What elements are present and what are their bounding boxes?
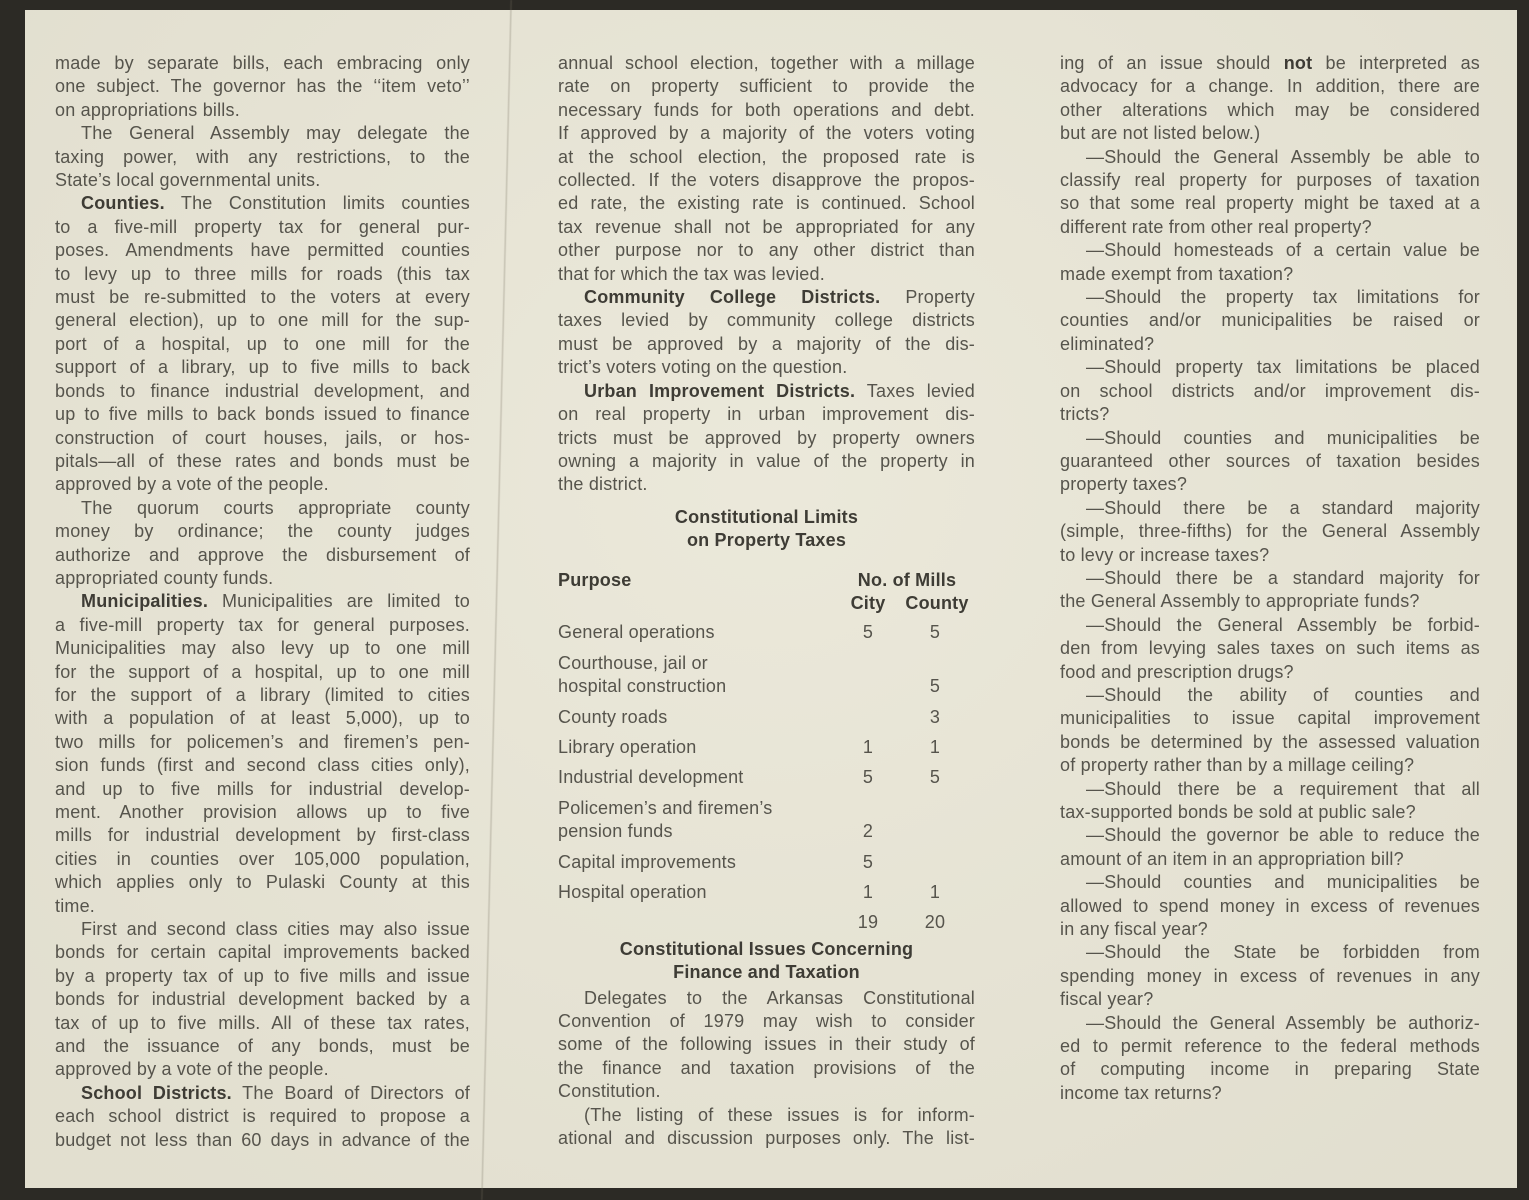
purpose-line: pension funds: [558, 821, 673, 842]
purpose-cell: [558, 706, 828, 729]
purpose-line: General operations: [558, 622, 715, 643]
table-row: [558, 621, 975, 644]
text-line: of property rather than by a millage ceiling?: [1060, 755, 1415, 776]
text-line: general election), up to one mill for the sup-: [55, 310, 470, 331]
purpose-cell: [558, 881, 828, 904]
text-line: ed rate, the existing rate is continued. School: [558, 193, 975, 214]
text-line: with a population of at least 5,000), up to: [55, 708, 470, 729]
text-line: one subject. The governor has the ‘‘item veto’’: [55, 76, 470, 97]
text-line: poses. Amendments have permitted counties: [55, 240, 470, 261]
table-row: [558, 766, 975, 789]
paragraph: [55, 1082, 470, 1152]
text-line: annual school election, together with a millage: [558, 53, 975, 73]
city-mills-total: 19: [857, 912, 879, 933]
paragraph: [1060, 1012, 1480, 1106]
county-mills-value: 5: [929, 622, 941, 643]
paragraph: [558, 1104, 975, 1151]
column-center: [558, 52, 975, 1150]
text-line: pitals—all of these rates and bonds must be: [55, 450, 470, 471]
text-line: —Should the General Assembly be forbid-: [1086, 614, 1480, 635]
text-line: tricts must be approved by property owners: [558, 427, 975, 448]
text-line: Convention of 1979 may wish to consider: [558, 1010, 975, 1031]
paragraph: [1060, 567, 1480, 614]
text-line: a five-mill property tax for general purposes.: [55, 614, 470, 635]
text-line: of computing income in preparing State: [1060, 1059, 1480, 1080]
text-line: —Should there be a standard majority for: [1086, 567, 1480, 588]
county-mills-value: 1: [929, 736, 941, 757]
text-line: bonds be determined by the assessed valuation: [1060, 731, 1480, 752]
column-left: [55, 52, 470, 1152]
text-line: money by ordinance; the county judges: [55, 521, 470, 542]
text-line: two mills for policemen’s and firemen’s pen-: [55, 731, 470, 752]
text-line: owning a majority in value of the property in: [558, 450, 975, 471]
text-line: municipalities to issue capital improvement: [1060, 708, 1480, 729]
text-line: approved by a vote of the people.: [55, 474, 329, 495]
text-line: —Should counties and municipalities be: [1086, 427, 1480, 448]
text-line: food and prescription drugs?: [1060, 661, 1294, 682]
text-line: Delegates to the Arkansas Constitutional: [584, 987, 975, 1008]
paragraph: [55, 918, 470, 1082]
purpose-line: Library operation: [558, 736, 697, 757]
paragraph: [55, 590, 470, 918]
text-line: mills for industrial development by first-class: [55, 825, 470, 846]
city-mills-value: 5: [862, 851, 874, 872]
table-subheader-row: [558, 592, 975, 615]
paragraph: [55, 192, 470, 496]
paragraph: [55, 497, 470, 591]
county-mills-total: 20: [924, 912, 946, 933]
heading-line: on Property Taxes: [686, 530, 847, 551]
text-line: ment. Another provision allows up to five: [55, 802, 470, 822]
paragraph: [1060, 356, 1480, 426]
purpose-cell: [558, 652, 828, 699]
text-line: to levy or increase taxes?: [1060, 544, 1270, 565]
city-mills-value: 2: [862, 821, 874, 842]
paragraph: [1060, 614, 1480, 684]
purpose-line: Courthouse, jail or: [558, 652, 708, 673]
column-right: [1060, 52, 1480, 1105]
text-line: The General Assembly may delegate the: [81, 123, 470, 144]
text-line: in any fiscal year?: [1060, 919, 1208, 940]
text-line: If approved by a majority of the voters voting: [558, 123, 975, 144]
section-heading: [558, 938, 975, 985]
text-line: cities in counties over 105,000 population,: [55, 848, 470, 869]
table-rows: [558, 621, 975, 934]
city-column-header: City: [850, 592, 886, 613]
text-line: rate on property sufficient to provide the: [558, 76, 975, 97]
text-line: to a five-mill property tax for general pur-: [55, 216, 470, 237]
text-line: time.: [55, 895, 96, 916]
text-line: on school districts and/or improvement dis-: [1060, 380, 1480, 401]
text-line: —Should the property tax limitations for: [1086, 287, 1480, 308]
purpose-cell: [558, 621, 828, 644]
text-line: —Should there be a requirement that all: [1086, 778, 1480, 799]
paragraph: [1060, 824, 1480, 871]
county-column-header: County: [905, 592, 969, 613]
paragraph: [558, 286, 975, 380]
text-line: made by separate bills, each embracing only: [55, 53, 470, 73]
purpose-line: Industrial development: [558, 767, 744, 788]
county-mills-value: 5: [929, 767, 941, 788]
purpose-line: County roads: [558, 706, 668, 727]
text-line: eliminated?: [1060, 333, 1155, 354]
text-line: some of the following issues in their study of: [558, 1034, 975, 1055]
text-line: State’s local governmental units.: [55, 170, 321, 191]
table-totals-row: [558, 911, 975, 934]
text-line: by a property tax of up to five mills and issue: [55, 965, 470, 986]
text-line: First and second class cities may also issue: [81, 919, 470, 940]
text-line: the finance and taxation provisions of the: [558, 1057, 975, 1078]
purpose-cell: [558, 851, 828, 874]
text-line: tax revenue shall not be appropriated for any: [558, 216, 975, 237]
heading-line: Constitutional Issues Concerning: [619, 938, 914, 959]
text-line: must be re-submitted to the voters at every: [55, 287, 470, 308]
purpose-line: Capital improvements: [558, 851, 737, 872]
county-mills-value: 5: [929, 676, 941, 697]
text-line: appropriated county funds.: [55, 567, 274, 588]
heading-line: Constitutional Limits: [674, 506, 859, 527]
text-line: collected. If the voters disapprove the propos-: [558, 170, 975, 191]
text-line: Counties. The Constitution limits counties: [81, 193, 470, 214]
text-line: necessary funds for both operations and debt.: [558, 99, 975, 120]
paragraph: [1060, 427, 1480, 497]
text-line: den from levying sales taxes on such items as: [1060, 638, 1480, 659]
text-line: Municipalities may also levy up to one mill: [55, 638, 470, 659]
text-line: —Should the General Assembly be authoriz-: [1086, 1012, 1480, 1033]
city-mills-value: 1: [862, 736, 874, 757]
text-line: on real property in urban improvement dis-: [558, 404, 975, 425]
property-tax-limits-table: [558, 569, 975, 935]
paragraph: [55, 122, 470, 192]
text-line: amount of an item in an appropriation bill?: [1060, 848, 1404, 869]
text-line: approved by a vote of the people.: [55, 1059, 329, 1080]
text-line: Constitution.: [558, 1081, 661, 1102]
purpose-cell: [558, 736, 828, 759]
city-mills-value: 1: [862, 881, 874, 902]
paragraph: [1060, 684, 1480, 778]
text-line: income tax returns?: [1060, 1082, 1222, 1103]
text-line: support of a library, up to five mills to back: [55, 357, 470, 378]
text-line: —Should homesteads of a certain value be: [1086, 240, 1480, 261]
purpose-line: Policemen’s and firemen’s: [558, 797, 773, 818]
text-line: property taxes?: [1060, 474, 1188, 495]
paragraph: [1060, 941, 1480, 1011]
text-line: —Should there be a standard majority: [1086, 497, 1480, 518]
text-line: on appropriations bills.: [55, 99, 240, 120]
text-line: authorize and approve the disbursement of: [55, 544, 470, 565]
paragraph: [1060, 871, 1480, 941]
text-line: The quorum courts appropriate county: [81, 497, 470, 518]
text-line: tax of up to five mills. All of these tax rates,: [55, 1012, 470, 1033]
text-line: taxes levied by community college districts: [558, 310, 975, 331]
city-mills-value: 5: [862, 622, 874, 643]
text-line: advocacy for a change. In addition, there are: [1060, 76, 1480, 97]
text-line: at the school election, the proposed rate is: [558, 146, 975, 167]
text-line: must be approved by a majority of the dis-: [558, 333, 975, 354]
text-line: —Should the General Assembly be able to: [1086, 146, 1480, 167]
text-line: other purpose nor to any other district than: [558, 240, 975, 261]
table-row: [558, 797, 975, 844]
table-header-row: [558, 569, 975, 592]
text-line: allowed to spend money in excess of revenues: [1060, 895, 1480, 916]
text-line: trict’s voters voting on the question.: [558, 357, 848, 378]
text-line: that for which the tax was levied.: [558, 263, 825, 284]
text-line: tax-supported bonds be sold at public sale?: [1060, 802, 1416, 822]
paragraph: [1060, 778, 1480, 825]
text-line: port of a hospital, up to one mill for the: [55, 333, 470, 354]
pamphlet-page: [25, 10, 1517, 1188]
text-line: counties and/or municipalities be raised or: [1060, 310, 1480, 331]
purpose-cell: [558, 766, 828, 789]
text-line: for the support of a library (limited to cities: [55, 684, 470, 705]
text-line: the General Assembly to appropriate funds?: [1060, 591, 1420, 612]
paragraph: [1060, 239, 1480, 286]
mills-column-header: No. of Mills: [857, 569, 957, 590]
paragraph: [55, 52, 470, 122]
heading-line: Finance and Taxation: [673, 962, 860, 983]
text-line: (simple, three-fifths) for the General Assembly: [1060, 521, 1480, 542]
text-line: Municipalities. Municipalities are limited to: [81, 591, 470, 612]
text-line: (The listing of these issues is for inform-: [584, 1104, 975, 1125]
table-row: [558, 706, 975, 729]
purpose-column-header: Purpose: [558, 569, 632, 590]
paragraph: [1060, 497, 1480, 567]
text-line: other alterations which may be considered: [1060, 99, 1480, 120]
county-mills-value: 3: [929, 706, 941, 727]
text-line: which applies only to Pulaski County at this: [55, 872, 470, 893]
paragraph: [558, 52, 975, 286]
text-line: the district.: [558, 474, 648, 495]
text-line: made exempt from taxation?: [1060, 263, 1294, 284]
purpose-cell: [558, 797, 828, 844]
text-line: Community College Districts. Property: [584, 287, 975, 308]
purpose-line: Hospital operation: [558, 881, 707, 902]
text-line: tricts?: [1060, 404, 1110, 425]
text-line: to levy up to three mills for roads (this tax: [55, 263, 470, 284]
paragraph: [558, 987, 975, 1104]
text-line: —Should the governor be able to reduce the: [1086, 825, 1480, 846]
text-line: and up to five mills for industrial develop-: [55, 778, 470, 799]
text-line: bonds for industrial development backed by a: [55, 989, 470, 1010]
purpose-line: hospital construction: [558, 676, 727, 697]
table-row: [558, 736, 975, 759]
text-line: but are not listed below.): [1060, 123, 1261, 144]
paragraph: [1060, 146, 1480, 240]
text-line: classify real property for purposes of taxation: [1060, 170, 1480, 191]
text-line: spending money in excess of revenues in any: [1060, 965, 1480, 986]
table-row: [558, 652, 975, 699]
text-line: different rate from other real property?: [1060, 216, 1372, 237]
text-line: —Should counties and municipalities be: [1086, 872, 1480, 893]
paragraph: [558, 380, 975, 497]
city-mills-value: 5: [862, 767, 874, 788]
text-line: taxing power, with any restrictions, to the: [55, 146, 470, 167]
paragraph: [1060, 286, 1480, 356]
text-line: each school district is required to propose a: [55, 1106, 470, 1127]
text-line: ed to permit reference to the federal methods: [1060, 1036, 1480, 1057]
table-row: [558, 881, 975, 904]
text-line: School Districts. The Board of Directors of: [81, 1082, 470, 1103]
fold-crease-line: [480, 0, 512, 1200]
text-line: ational and discussion purposes only. The list-: [558, 1128, 975, 1149]
text-line: guaranteed other sources of taxation besides: [1060, 450, 1480, 471]
section-heading: [558, 506, 975, 553]
text-line: bonds for certain capital improvements backed: [55, 942, 470, 963]
text-line: ing of an issue should not be interpreted as: [1060, 53, 1480, 73]
text-line: construction of court houses, jails, or hos-: [55, 427, 470, 448]
text-line: so that some real property might be taxed at a: [1060, 193, 1480, 214]
text-line: and the issuance of any bonds, must be: [55, 1036, 470, 1057]
county-mills-value: 1: [929, 881, 941, 902]
text-line: —Should property tax limitations be placed: [1086, 357, 1480, 378]
paragraph: [1060, 52, 1480, 146]
text-line: bonds to finance industrial development, and: [55, 380, 470, 401]
text-line: up to five mills to back bonds issued to finance: [55, 404, 470, 425]
text-line: budget not less than 60 days in advance of the: [55, 1129, 470, 1150]
table-row: [558, 851, 975, 874]
text-line: for the support of a hospital, up to one mill: [55, 661, 470, 682]
text-line: —Should the State be forbidden from: [1086, 942, 1480, 963]
text-line: fiscal year?: [1060, 989, 1154, 1010]
text-line: Urban Improvement Districts. Taxes levied: [584, 380, 975, 401]
text-line: sion funds (first and second class cities only),: [55, 755, 470, 776]
text-line: —Should the ability of counties and: [1086, 684, 1480, 705]
